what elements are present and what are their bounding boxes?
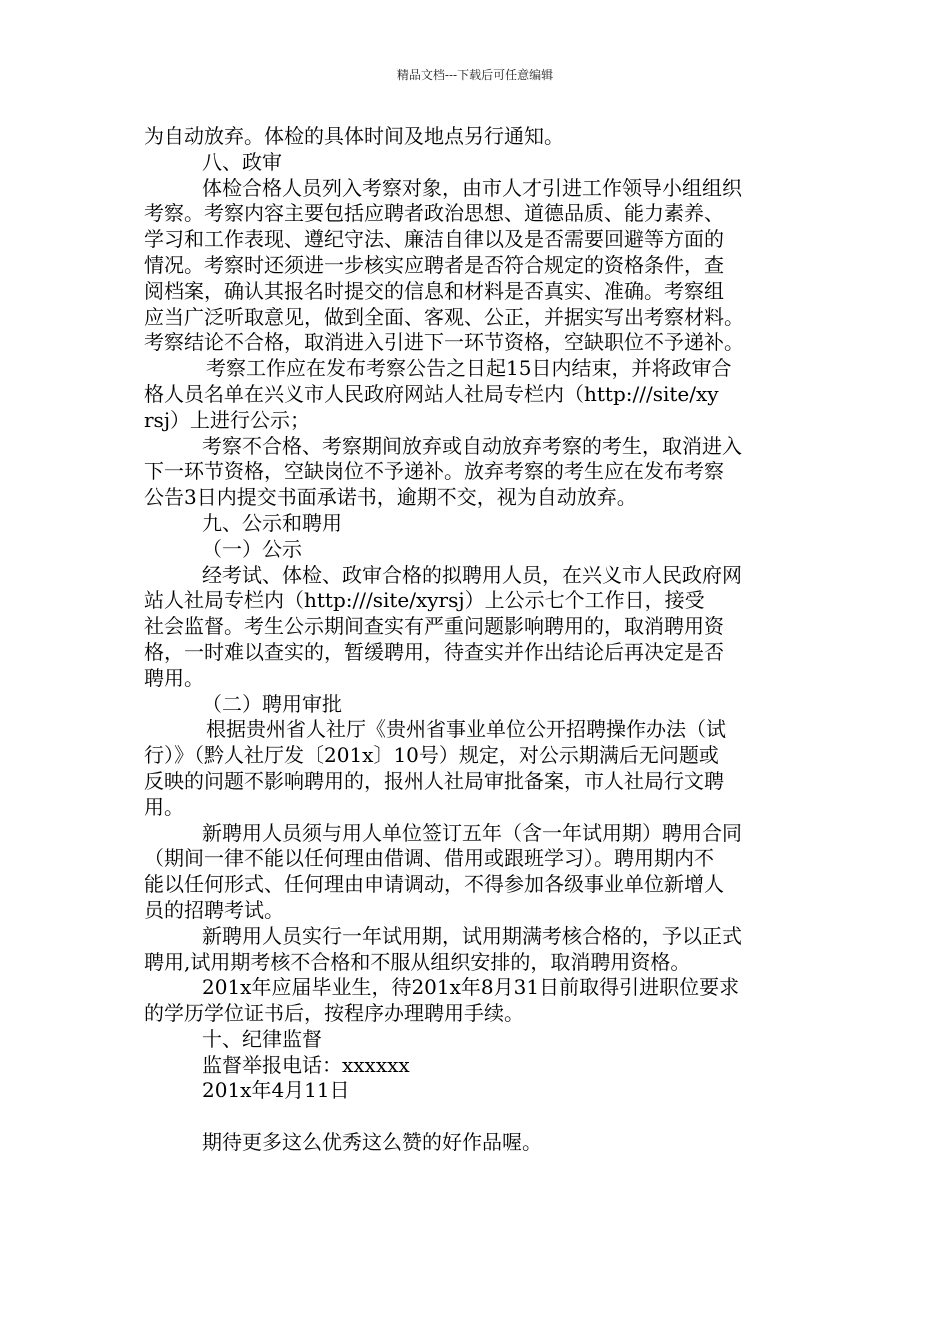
text-line: 员的招聘考试。: [144, 897, 284, 922]
text-line: 学习和工作表现、遵纪守法、廉洁自律以及是否需要回避等方面的: [144, 227, 724, 252]
text-line: 考察工作应在发布考察公告之日起15日内结束，并将政审合: [206, 356, 732, 381]
text-line: （期间一律不能以任何理由借调、借用或跟班学习）。聘用期内不: [144, 846, 714, 871]
text-line: 根据贵州省人社厅《贵州省事业单位公开招聘操作办法（试: [206, 717, 726, 742]
text-line: 为自动放弃。体检的具体时间及地点另行通知。: [144, 124, 564, 148]
text-line: 格，一时难以查实的，暂缓聘用，待查实并作出结论后再决定是否: [144, 639, 724, 664]
text-line: 社会监督。考生公示期间查实有严重问题影响聘用的，取消聘用资: [144, 614, 724, 639]
subsection-heading: （一）公示: [202, 536, 302, 561]
date-line: 201x年4月11日: [202, 1078, 350, 1103]
text-line: 体检合格人员列入考察对象，由市人才引进工作领导小组组织: [202, 175, 742, 200]
text-line: 行）》（黔人社厅发〔201x〕10号）规定，对公示期满后无问题或: [144, 743, 719, 768]
text-line: 聘用。: [144, 665, 204, 690]
text-line: 考察不合格、考察期间放弃或自动放弃考察的考生，取消进入: [202, 433, 742, 458]
text-line: 站人社局专栏内（http:///site/xyrsj）上公示七个工作日，接受: [144, 588, 705, 613]
text-line: 阅档案，确认其报名时提交的信息和材料是否真实、准确。考察组: [144, 278, 724, 303]
text-line: 下一环节资格，空缺岗位不予递补。放弃考察的考生应在发布考察: [144, 459, 724, 484]
text-line: 反映的问题不影响聘用的，报州人社局审批备案，市人社局行文聘: [144, 768, 724, 793]
text-line: 格人员名单在兴义市人民政府网站人社局专栏内（http:///site/xy: [144, 381, 719, 406]
text-line: 公告3日内提交书面承诺书，逾期不交，视为自动放弃。: [144, 485, 637, 510]
section-heading: 九、公示和聘用: [202, 510, 342, 535]
section-heading: 十、纪律监督: [202, 1026, 322, 1051]
text-line: 考察结论不合格，取消进入引进下一环节资格，空缺职位不予递补。: [144, 330, 744, 355]
page-header: 精品文档---下载后可任意编辑: [396, 68, 554, 82]
text-line: 情况。考察时还须进一步核实应聘者是否符合规定的资格条件，查: [144, 252, 724, 277]
blank-line: [144, 1104, 814, 1130]
text-line: 用。: [144, 794, 184, 819]
text-line: rsj）上进行公示；: [144, 407, 311, 432]
text-line: 新聘用人员实行一年试用期，试用期满考核合格的，予以正式: [202, 923, 742, 948]
text-line: 201x年应届毕业生，待201x年8月31日前取得引进职位要求: [202, 975, 740, 1000]
subsection-heading: （二）聘用审批: [202, 691, 342, 716]
document-body: [144, 124, 814, 1156]
text-line: 新聘用人员须与用人单位签订五年（含一年试用期）聘用合同: [202, 820, 742, 845]
closing-line: 期待更多这么优秀这么赞的好作品喔。: [202, 1130, 542, 1155]
text-line: 的学历学位证书后，按程序办理聘用手续。: [144, 1001, 524, 1026]
text-line: 能以任何形式、任何理由申请调动，不得参加各级事业单位新增人: [144, 872, 724, 897]
section-heading: 八、政审: [202, 149, 282, 174]
text-line: 监督举报电话：xxxxxx: [202, 1052, 410, 1077]
text-line: 考察。考察内容主要包括应聘者政治思想、道德品质、能力素养、: [144, 201, 724, 226]
text-line: 聘用,试用期考核不合格和不服从组织安排的，取消聘用资格。: [144, 949, 691, 974]
text-line: 经考试、体检、政审合格的拟聘用人员，在兴义市人民政府网: [202, 562, 742, 587]
text-line: 应当广泛听取意见，做到全面、客观、公正，并据实写出考察材料。: [144, 304, 744, 329]
